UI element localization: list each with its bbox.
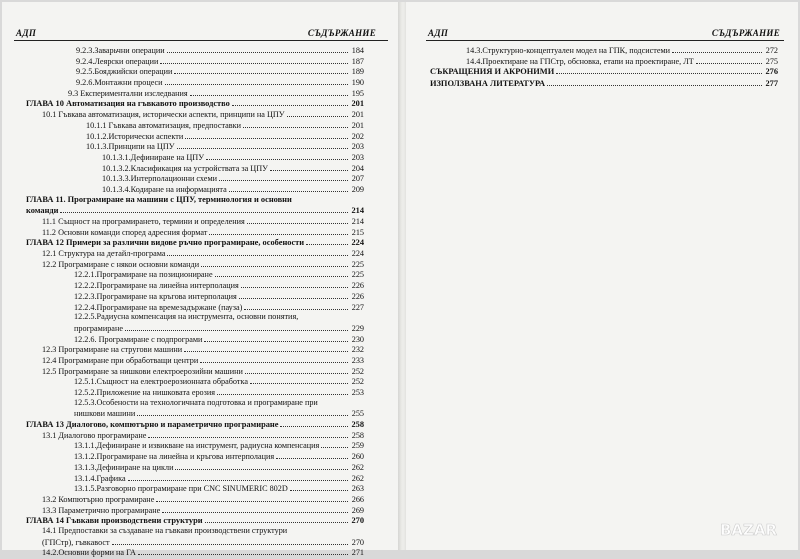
toc-entry	[16, 419, 364, 430]
toc-entry-title: команди	[26, 206, 59, 216]
toc-entry-title: 9.2.6.Монтажни процеси	[76, 78, 163, 88]
toc-entry-title: 10.1 Гъвкава автоматизация, исторически аспекти, принципи на ЦПУ	[42, 110, 285, 120]
toc-page-number: 195	[351, 88, 364, 98]
toc-leader-dots	[672, 45, 762, 53]
toc-entry-title: 13.1.2.Програмиране на линейна и кръгова интерполация	[74, 452, 275, 462]
toc-leader-dots	[250, 376, 348, 384]
toc-entry	[16, 184, 364, 195]
toc-entry	[16, 440, 364, 451]
toc-entry-title: 14.2.Основни форми на ГА	[42, 548, 136, 558]
toc-leader-dots	[270, 163, 348, 171]
toc-page-number: 189	[351, 67, 364, 77]
left-header-rule	[14, 40, 388, 41]
toc-page-number: 259	[351, 441, 364, 451]
toc-entry-title: 13.1.5.Разговорно програмиране при CNC SINUMERIC 802D	[74, 484, 288, 494]
toc-entry-title: 12.2 Програмиране с някои основни команди	[42, 259, 200, 269]
toc-entry-title: 13.1.3.Дефиниране на цикли	[74, 462, 174, 472]
toc-entry	[16, 98, 364, 109]
toc-entry	[16, 131, 364, 142]
toc-entry	[16, 537, 364, 548]
toc-page-number: 184	[351, 46, 364, 55]
toc-entry-title: 10.1.2.Исторически аспекти	[86, 131, 184, 141]
toc-entry	[16, 366, 364, 377]
toc-page-number: 229	[351, 323, 364, 333]
toc-entry	[16, 398, 364, 409]
toc-entry-title: 12.2.1.Програмиране на позициониране	[74, 270, 213, 280]
toc-page-number: 253	[351, 388, 364, 397]
toc-entry-title: 12.2.6. Програмиране с подпрограми	[74, 334, 203, 344]
toc-leader-dots	[112, 537, 348, 545]
toc-entry	[16, 195, 364, 206]
toc-entry	[16, 376, 364, 387]
toc-leader-dots	[138, 547, 348, 555]
toc-entry-title: СЪКРАЩЕНИЯ И АКРОНИМИ	[430, 67, 555, 77]
toc-leader-dots	[556, 66, 762, 74]
toc-leader-dots	[244, 302, 348, 310]
toc-leader-dots	[148, 430, 348, 438]
toc-entry-title: ГЛАВА 14 Гъвкави производствени структури	[26, 516, 203, 526]
toc-page-number: 215	[351, 227, 364, 237]
toc-page-number: 225	[351, 259, 364, 269]
right-header-rule	[426, 40, 784, 41]
toc-leader-dots	[280, 419, 348, 427]
toc-page-number: 262	[351, 473, 364, 483]
toc-page-number: 202	[351, 131, 364, 141]
toc-leader-dots	[128, 473, 348, 481]
toc-page-number: 214	[351, 217, 364, 226]
toc-leader-dots	[200, 355, 348, 363]
toc-page-number: 201	[351, 120, 364, 130]
toc-page-number: 271	[351, 548, 364, 558]
toc-leader-dots	[174, 66, 348, 74]
toc-entry	[16, 547, 364, 558]
toc-leader-dots	[125, 323, 348, 331]
toc-entry-title: 9.2.4.Леярски операции	[76, 56, 159, 66]
toc-page-number: 275	[765, 56, 778, 66]
toc-entry-title: 13.3 Параметрично програмиране	[42, 505, 161, 515]
toc-entry	[16, 451, 364, 462]
toc-page-number: 201	[351, 110, 364, 120]
left-page	[2, 2, 400, 558]
toc-leader-dots	[217, 387, 348, 395]
toc-entry-title: 13.1.1.Дефиниране и извикване на инструмент, радиусна компенсация	[74, 441, 320, 451]
toc-leader-dots	[156, 494, 348, 502]
toc-entry	[16, 269, 364, 280]
toc-leader-dots	[215, 269, 348, 277]
toc-entry-title: 10.1.3.2.Класификация на устройствата за ЦПУ	[102, 163, 268, 173]
toc-entry-title: 10.1.3.3.Интерполационни схеми	[102, 174, 218, 184]
toc-entry	[16, 163, 364, 174]
toc-entry-title: 13.1.4.Графика	[74, 473, 126, 483]
toc-leader-dots	[229, 184, 348, 192]
toc-leader-dots	[190, 88, 348, 96]
toc-page-number: 230	[351, 334, 364, 344]
toc-entry	[16, 387, 364, 398]
toc-entry-title: 11.2 Основни команди според адресния формат	[42, 227, 208, 237]
toc-entry-title: 14.4.Проектиране на ГПСтр, обсновка, етапи на проектиране, ЛТ	[466, 56, 694, 66]
toc-page-number: 226	[351, 281, 364, 291]
toc-entry-title: 12.2.4.Програмиране на времезадържане (пауза)	[74, 302, 243, 312]
toc-entry-title: 12.2.5.Радиусна компенсация на инструмента, основни понятия,	[74, 312, 299, 322]
toc-entry	[16, 483, 364, 494]
toc-entry	[16, 173, 364, 184]
right-header-title: СЪДЪРЖАНИЕ	[711, 28, 780, 38]
toc-leader-dots	[201, 259, 348, 267]
toc-entry	[16, 248, 364, 259]
toc-page-number: 204	[351, 163, 364, 173]
toc-entry	[16, 280, 364, 291]
toc-entry-title: ГЛАВА 11. Програмиране на машини с ЦПУ, терминология и основни	[26, 194, 292, 204]
toc-leader-dots	[162, 505, 348, 513]
toc-entry	[16, 66, 364, 77]
toc-leader-dots	[243, 120, 348, 128]
toc-page-number: 225	[351, 270, 364, 280]
toc-page-number: 226	[351, 291, 364, 301]
toc-entry-title: 13.1 Диалогово програмиране	[42, 430, 147, 440]
toc-leader-dots	[160, 56, 348, 64]
toc-entry	[16, 77, 364, 88]
toc-entry	[16, 109, 364, 120]
bazar-watermark-logo	[718, 518, 788, 540]
left-header-abbrev: АДП	[16, 28, 37, 38]
toc-entry-title: 12.1 Структура на детайл-програма	[42, 249, 166, 259]
toc-page-number: 276	[765, 67, 778, 77]
toc-entry-title: ИЗПОЛЗВАНА ЛИТЕРАТУРА	[430, 78, 546, 88]
toc-entry-title: 9.2.3.Заварьчни операции	[76, 46, 165, 55]
toc-entry-title: 12.2.2.Програмиране на линейна интерполация	[74, 281, 239, 291]
toc-entry-title: 13.2 Компютърно програмиране	[42, 494, 155, 504]
toc-entry	[16, 237, 364, 248]
toc-page-number: 258	[351, 430, 364, 440]
toc-entry-title: 12.3 Програмиране на стругови машини	[42, 345, 183, 355]
toc-entry	[16, 259, 364, 270]
toc-leader-dots	[167, 45, 348, 53]
toc-entry-title: 10.1.1 Гъвкава автоматизация, предпоставки	[86, 120, 241, 130]
toc-leader-dots	[247, 216, 348, 224]
toc-page-number: 258	[351, 420, 364, 430]
toc-leader-dots	[290, 483, 348, 491]
toc-leader-dots	[177, 141, 348, 149]
toc-page-number: 266	[351, 494, 364, 504]
toc-page-number: 224	[351, 249, 364, 259]
toc-leader-dots	[206, 152, 348, 160]
toc-entry	[16, 323, 364, 334]
toc-page-number: 270	[351, 537, 364, 547]
toc-entry	[16, 312, 364, 323]
toc-page-number: 263	[351, 484, 364, 494]
toc-page-number: 227	[351, 302, 364, 312]
right-toc	[430, 45, 778, 89]
toc-entry	[16, 45, 364, 56]
toc-leader-dots	[204, 334, 348, 342]
toc-entry-title: 12.5 Програмиране за нишкови електроерозийни машини	[42, 366, 243, 376]
toc-entry-title: 14.3.Структурно-концептуален модел на ГПК, подсистеми	[466, 46, 671, 55]
left-toc	[16, 45, 364, 558]
toc-entry	[16, 205, 364, 216]
toc-entry	[430, 78, 778, 90]
toc-entry-title: 9.2.5.Бояджийски операции	[76, 67, 173, 77]
toc-page-number: 270	[351, 516, 364, 526]
toc-entry	[16, 88, 364, 99]
toc-entry-title: 12.4 Програмиране при обработващи центри	[42, 355, 199, 365]
toc-page-number: 255	[351, 409, 364, 419]
toc-leader-dots	[232, 98, 348, 106]
toc-entry	[16, 334, 364, 345]
toc-leader-dots	[287, 109, 348, 117]
toc-entry	[16, 462, 364, 473]
toc-leader-dots	[547, 78, 762, 86]
toc-leader-dots	[306, 237, 348, 245]
toc-entry	[16, 473, 364, 484]
toc-entry	[16, 505, 364, 516]
toc-page-number: 209	[351, 184, 364, 194]
toc-leader-dots	[696, 56, 762, 64]
book-spread	[2, 2, 798, 558]
right-page	[406, 2, 798, 550]
toc-page-number: 262	[351, 462, 364, 472]
toc-page-number: 269	[351, 505, 364, 515]
toc-entry-title: програмиране	[74, 323, 123, 333]
toc-page-number: 187	[351, 56, 364, 66]
toc-leader-dots	[185, 131, 348, 139]
toc-entry-title: ГЛАВА 12 Примери за различни видове ръчно програмиране, особености	[26, 238, 305, 248]
toc-entry-title: 14.1 Предпоставки за създаване на гъвкави производствени структури	[42, 525, 288, 535]
toc-leader-dots	[205, 515, 348, 523]
right-header-abbrev: АДП	[428, 28, 449, 38]
toc-leader-dots	[60, 205, 348, 213]
toc-page-number: 214	[351, 206, 364, 216]
toc-entry	[16, 216, 364, 227]
toc-entry-title: 12.5.2.Приложение на нишковата ерозия	[74, 388, 216, 397]
toc-page-number: 207	[351, 174, 364, 184]
toc-entry-title: 11.1 Същност на програмирането, термини и определения	[42, 217, 245, 226]
toc-entry-title: 12.5.3.Особености на технологичната подготовка и програмиране при	[74, 397, 318, 407]
toc-entry	[16, 302, 364, 313]
toc-page-number: 232	[351, 345, 364, 355]
toc-page-number: 272	[765, 46, 778, 55]
toc-page-number: 252	[351, 366, 364, 376]
toc-entry-title: ГЛАВА 10 Автоматизация на гъвкавото производство	[26, 99, 230, 109]
toc-entry-title: 10.1.3.Принципи на ЦПУ	[86, 142, 175, 152]
toc-entry-title: 12.2.3.Програмиране на кръгова интерполация	[74, 291, 237, 301]
toc-entry	[16, 120, 364, 131]
toc-page-number: 203	[351, 142, 364, 152]
toc-entry	[16, 355, 364, 366]
toc-page-number: 203	[351, 152, 364, 162]
toc-entry-title: нишкови машини	[74, 409, 136, 419]
toc-leader-dots	[137, 408, 348, 416]
toc-entry-title: 9.3 Експериментални изследвания	[68, 88, 188, 98]
toc-page-number: 224	[351, 238, 364, 248]
toc-leader-dots	[175, 462, 348, 470]
toc-page-number: 233	[351, 355, 364, 365]
toc-leader-dots	[219, 173, 348, 181]
left-header-title: СЪДЪРЖАНИЕ	[307, 28, 376, 38]
toc-entry	[16, 141, 364, 152]
toc-entry-title: ГЛАВА 13 Диалогово, компютърно и параметрично програмиране	[26, 420, 279, 430]
toc-entry	[16, 344, 364, 355]
toc-entry-title: 12.5.1.Същност на електроерозионната обработка	[74, 377, 248, 387]
toc-page-number: 201	[351, 99, 364, 109]
toc-leader-dots	[245, 366, 348, 374]
toc-entry	[16, 494, 364, 505]
toc-entry-title: 10.1.3.4.Кодиране на информацията	[102, 184, 227, 194]
toc-entry	[430, 45, 778, 56]
toc-entry	[16, 515, 364, 526]
toc-page-number: 190	[351, 78, 364, 88]
toc-leader-dots	[167, 248, 348, 256]
toc-page-number: 252	[351, 377, 364, 387]
toc-entry	[430, 56, 778, 67]
toc-entry	[430, 66, 778, 78]
toc-leader-dots	[184, 344, 348, 352]
toc-entry	[16, 526, 364, 537]
toc-leader-dots	[276, 451, 348, 459]
toc-leader-dots	[241, 280, 348, 288]
toc-entry-title: 10.1.3.1.Дефиниране на ЦПУ	[102, 152, 205, 162]
toc-entry	[16, 291, 364, 302]
toc-entry	[16, 430, 364, 441]
toc-entry	[16, 408, 364, 419]
toc-entry	[16, 56, 364, 67]
toc-page-number: 260	[351, 452, 364, 462]
svg-text:BAZAR: BAZAR	[720, 521, 778, 539]
toc-leader-dots	[321, 440, 348, 448]
toc-leader-dots	[239, 291, 348, 299]
toc-entry-title: (ГПСтр), гъвкавост	[42, 537, 110, 547]
toc-entry	[16, 227, 364, 238]
toc-page-number: 277	[765, 78, 778, 88]
toc-leader-dots	[165, 77, 348, 85]
toc-entry	[16, 152, 364, 163]
toc-leader-dots	[209, 227, 348, 235]
